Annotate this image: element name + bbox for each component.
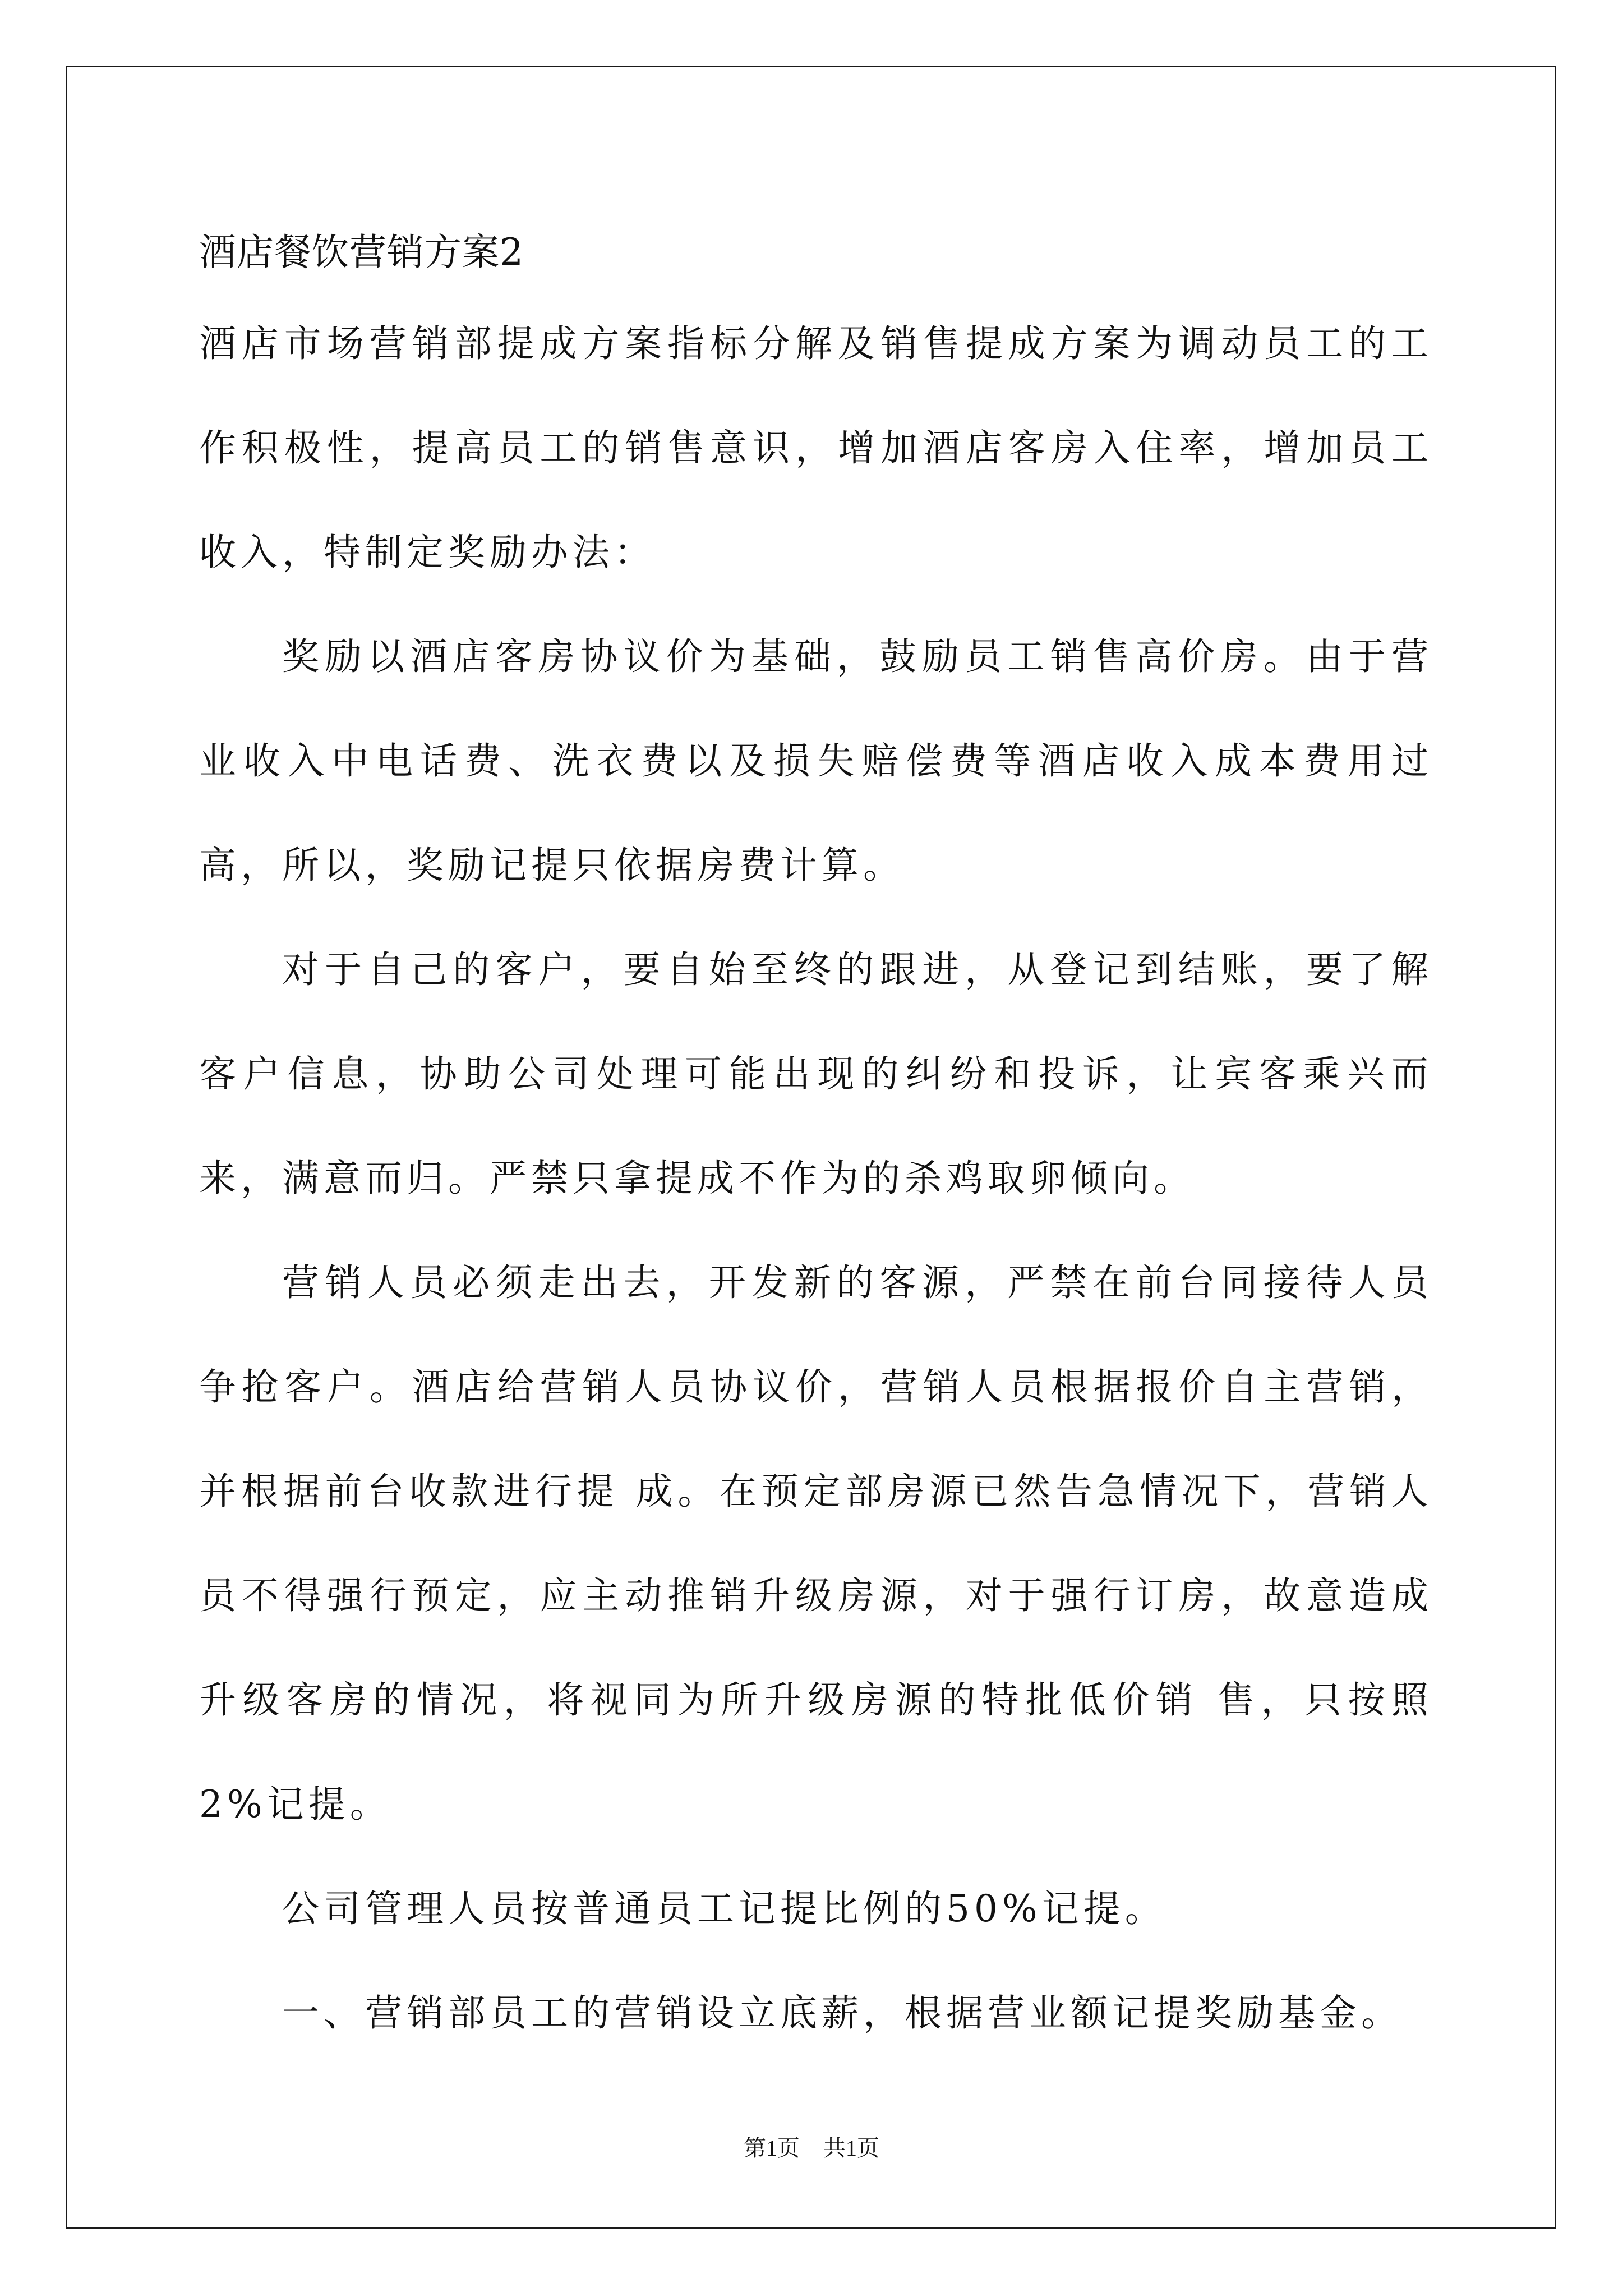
paragraph-section-one: 一、营销部员工的营销设立底薪，根据营业额记提奖励基金。 [282,1991,1403,2035]
paragraph-customer-followup: 对于自己的客户，要自始至终的跟进，从登记到结账，要了解客户信息，协助公司处理可能出现的纠纷和投诉，让宾客乘兴而来，满意而归。严禁只拿提成不作为的杀鸡取卵倾向。 [199,948,1433,1200]
document-body [199,292,1433,2065]
paragraph-management-ratio: 公司管理人员按普通员工记提比例的50%记提。 [282,1887,1166,1930]
paragraph-reward-basis: 奖励以酒店客房协议价为基础，鼓励员工销售高价房。由于营业收入中电话费、洗衣费以及损失赔偿费等酒店收入成本费用过高，所以，奖励记提只依据房费计算。 [199,635,1433,887]
page-number: 第1页 [744,2136,800,2161]
page-total: 共1页 [823,2136,879,2161]
paragraph-sales-rules: 营销人员必须走出去，开发新的客源，严禁在前台同接待人员争抢客户。酒店给营销人员协议价，营销人员根据报价自主营销，并根据前台收款进行提 成。在预定部房源已然告急情况下，营销人员不得强行预定，应主动推销升级房源，对于强行订房，故意造成升级客房的情况，将视同为所升级房源的特批低价销 售，只按照2%记提。 [199,1261,1433,1826]
page-footer [0,2132,1623,2165]
document-title: 酒店餐饮营销方案2 [199,231,524,274]
paragraph-intro: 酒店市场营销部提成方案指标分解及销售提成方案为调动员工的工作积极性，提高员工的销售意识，增加酒店客房入住率，增加员工收入，特制定奖励办法： [199,322,1433,574]
